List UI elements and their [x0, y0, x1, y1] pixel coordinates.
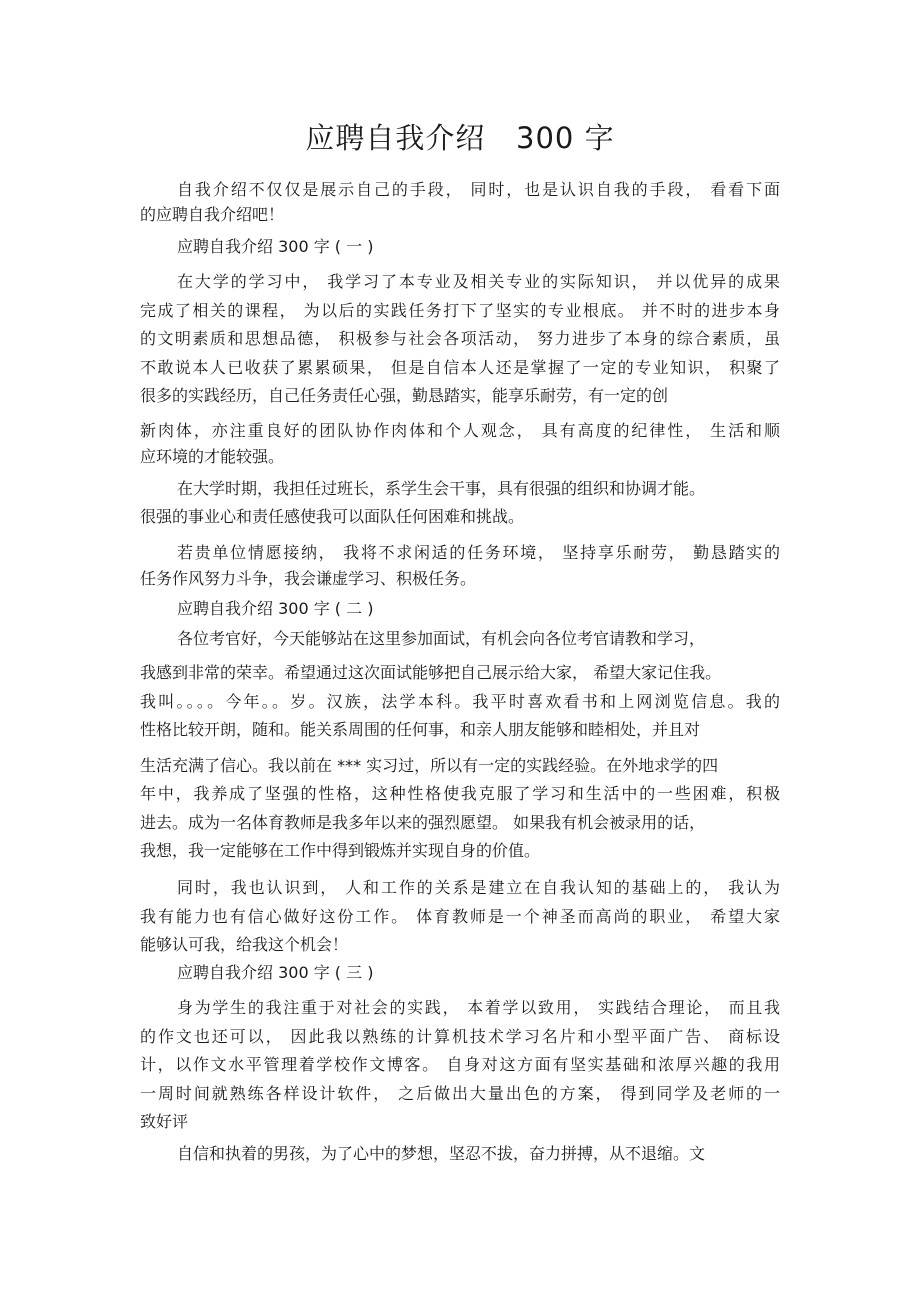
text-line: 的文明素质和思想品德， 积极参与社会各项活动， 努力进步了本身的综合素质，虽 — [140, 329, 780, 348]
text-line: 致好评 — [140, 1112, 189, 1131]
text-line: 不敢说本人已收获了累累硕果， 但是自信本人还是掌握了一定的专业知识， 积聚了 — [140, 358, 780, 377]
section-heading: 应聘自我介绍 300 字 ( 三 ) — [177, 963, 374, 982]
text-line: 各位考官好，今天能够站在这里参加面试，有机会向各位考官请教和学习， — [177, 629, 706, 648]
text-line: 很多的实践经历，自己任务责任心强，勤恳踏实，能享乐耐劳，有一定的创 — [140, 386, 669, 405]
text-line: 同时，我也认识到， 人和工作的关系是建立在自我认知的基础上的， 我认为 — [177, 878, 780, 897]
text-line: 自我介绍不仅仅是展示自己的手段， 同时，也是认识自我的手段， 看看下面 — [177, 180, 780, 199]
text-line: 身为学生的我注重于对社会的实践， 本着学以致用， 实践结合理论， 而且我 — [177, 998, 780, 1017]
text-line: 任务作风努力斗争，我会谦虚学习、积极任务。 — [140, 569, 477, 588]
text-line: 年中，我养成了坚强的性格，这种性格使我克服了学习和生活中的一些困难，积极 — [140, 784, 780, 803]
text-line: 自信和执着的男孩，为了心中的梦想，坚忍不拔，奋力拼搏，从不退缩。文 — [177, 1144, 706, 1163]
text-line: 生活充满了信心。我以前在 *** 实习过，所以有一定的实践经验。在外地求学的四 — [140, 756, 719, 775]
text-line: 进去。成为一名体育教师是我多年以来的强烈愿望。 如果我有机会被录用的话， — [140, 813, 706, 832]
text-line: 我有能力也有信心做好这份工作。 体育教师是一个神圣而高尚的职业， 希望大家 — [140, 907, 780, 926]
section-heading: 应聘自我介绍 300 字 ( 一 ) — [177, 237, 374, 256]
text-line: 性格比较开朗，随和。能关系周围的任何事，和亲人朋友能够和睦相处，并且对 — [140, 720, 701, 739]
text-line: 一周时间就熟练各样设计软件， 之后做出大量出色的方案， 得到同学及老师的一 — [140, 1084, 780, 1103]
text-line: 应环境的才能较强。 — [140, 447, 285, 466]
text-line: 完成了相关的课程， 为以后的实践任务打下了坚实的专业根底。 并不时的进步本身 — [140, 301, 780, 320]
text-line: 在大学时期，我担任过班长，系学生会干事，具有很强的组织和协调才能。 — [177, 479, 706, 498]
text-line: 我想，我一定能够在工作中得到锻炼并实现自身的价值。 — [140, 841, 541, 860]
text-line: 在大学的学习中， 我学习了本专业及相关专业的实际知识， 并以优异的成果 — [177, 272, 780, 291]
text-line: 的应聘自我介绍吧！ — [140, 205, 285, 224]
text-line: 我叫。。。。今年。。岁。汉族，法学本科。我平时喜欢看书和上网浏览信息。我的 — [140, 692, 780, 711]
section-heading: 应聘自我介绍 300 字 ( 二 ) — [177, 599, 374, 618]
text-line: 的作文也还可以， 因此我以熟练的计算机技术学习名片和小型平面广告、 商标设 — [140, 1027, 780, 1046]
text-line: 计，以作文水平管理着学校作文博客。 自身对这方面有坚实基础和浓厚兴趣的我用 — [140, 1055, 780, 1074]
text-line: 很强的事业心和责任感使我可以面队任何困难和挑战。 — [140, 507, 525, 526]
text-line: 能够认可我，给我这个机会！ — [140, 935, 349, 954]
document-title: 应聘自我介绍 300 字 — [305, 121, 615, 155]
text-line: 新肉体，亦注重良好的团队协作肉体和个人观念， 具有高度的纪律性， 生活和顺 — [140, 421, 780, 440]
text-line: 我感到非常的荣幸。希望通过这次面试能够把自己展示给大家， 希望大家记住我。 — [140, 663, 722, 682]
text-line: 若贵单位情愿接纳， 我将不求闲适的任务环境， 坚持享乐耐劳， 勤恳踏实的 — [177, 543, 780, 562]
